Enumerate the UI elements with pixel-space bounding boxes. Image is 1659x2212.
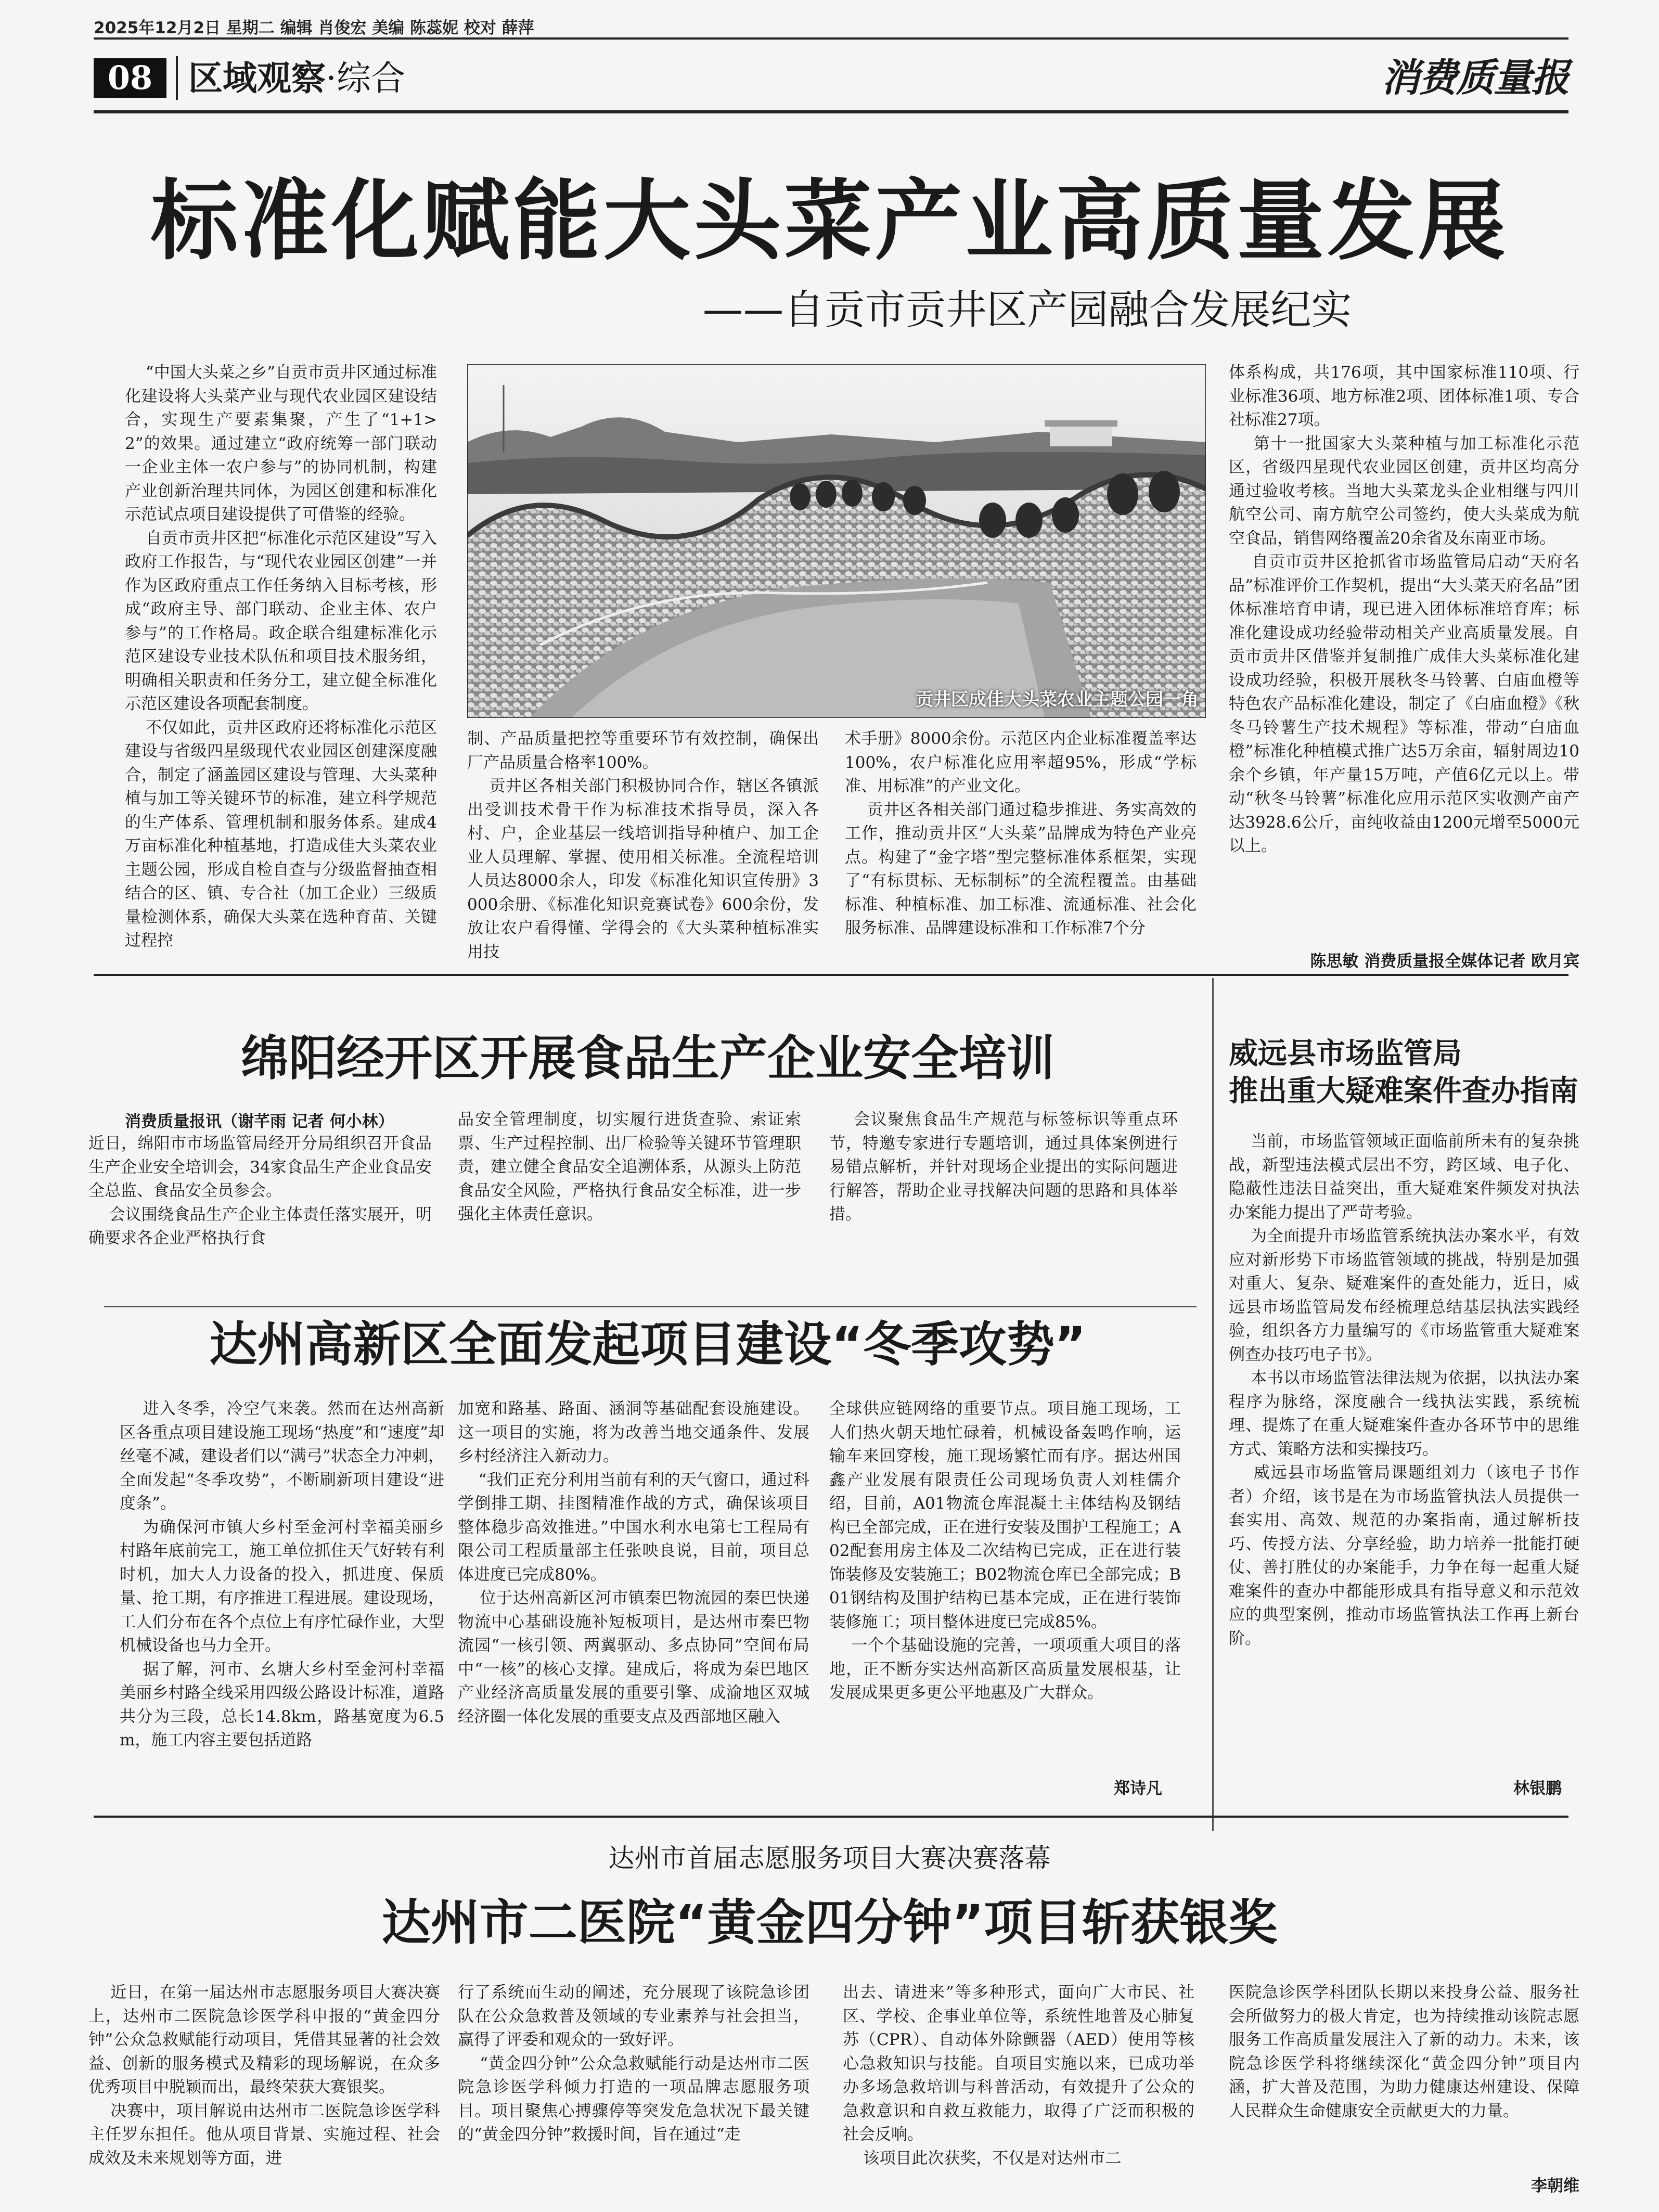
article5-col4: 医院急诊医学科团队长期以来投身公益、服务社会所做努力的极大肯定，也为持续推动该院志愿服务工作高质量发展注入了新的动力。未来，该院急诊医学科将继续深化“黄金四分钟”项目内涵，扩大普及范围，为助力健康达州建设、保障人民群众生命健康安全贡献更大的力量。 xyxy=(1229,1983,1579,2120)
photo-caption: 贡井区成佳大头菜农业主题公园一角 xyxy=(916,689,1199,710)
article2-col2: 品安全管理制度，切实履行进货查验、索证索票、生产过程控制、出厂检验等关键环节管理职责，建立健全食品安全追溯体系，从源头上防范食品安全风险，严格执行食品安全标准，进一步强化主体责任意识。 xyxy=(458,1110,801,1224)
article3-col3: 全球供应链网络的重要节点。项目施工现场，工人们热火朝天地忙碌着，机械设备轰鸣作响，运输车来回穿梭，施工现场繁忙而有序。据达州国鑫产业发展有限责任公司现场负责人刘桂儒介绍，目前，A01物流仓库混凝土主体结构及钢结构已全部完成，正在进行安装及围护工程施工；A02配套用房主体及二次结构已完成，正在进行装饰装修及安装施工；B02物流仓库已全部完成；B01钢结构及围护结构已基本完成，正在进行装饰装修施工；项目整体进度已完成85%。 一个个基础设施的完善，一项项重大项目的落地，正不断夯实达州高新区高质量发展根基，让发展成果更多更公平地惠及广大群众。 xyxy=(829,1399,1181,1702)
article1-subtitle: ——自贡市贡井区产园融合发展纪实 xyxy=(702,287,1352,333)
article2-title: 绵阳经开区开展食品生产企业安全培训 xyxy=(240,1031,1054,1086)
article5-credit: 李朝维 xyxy=(1531,2177,1579,2195)
article5-col1: 近日，在第一届达州市志愿服务项目大赛决赛上，达州市二医院急诊医学科申报的“黄金四分钟”公众急救赋能行动项目，凭借其显著的社会效益、创新的服务模式及精彩的现场解说，在众多优秀项目中脱颖而出，最终荣获大赛银奖。 决赛中，项目解说由达州市二医院急诊医学科主任罗东担任。他从项目背景、实施过程、社会成效及未来规划等方面，进 xyxy=(88,1983,441,2168)
article5-title: 达州市二医院“黄金四分钟”项目斩获银奖 xyxy=(381,1895,1278,1951)
article3-col2: 加宽和路基、路面、涵洞等基础配套设施建设。这一项目的实施，将为改善当地交通条件、发展乡村经济注入新动力。 “我们正充分利用当前有利的天气窗口，通过科学倒排工期、挂图精准作战的方式，确保该项目整体稳步高效推进。”中国水利水电第七工程局有限公司工程质量部主任张映良说，目前，项目总体进度已完成80%。 位于达州高新区河市镇秦巴物流园的秦巴快递物流中心基础设施补短板项目，是达州市秦巴物流园“一核引领、两翼驱动、多点协同”空间布局中“一核”的核心支撑。建成后，将成为秦巴地区产业经济高质量发展的重要引擎、成渝地区双城经济圈一体化发展的重要支点及西部地区融入 xyxy=(458,1399,810,1726)
page-number: 08 xyxy=(94,58,166,98)
article3-credit: 郑诗凡 xyxy=(1114,1779,1162,1798)
article4-rule xyxy=(94,1816,1568,1818)
article2-col1: 近日，绵阳市市场监管局经开分局组织召开食品生产企业安全培训会，34家食品生产企业食品安全总监、食品安全员参会。 会议围绕食品生产企业主体责任落实展开，明确要求各企业严格执行食 xyxy=(88,1134,432,1248)
section-label xyxy=(188,55,405,101)
article2-rule xyxy=(104,1306,1197,1307)
section-name: 区域观察 xyxy=(188,58,326,98)
article5-col2: 行了系统而生动的阐述，充分展现了该院急诊团队在公众急救普及领域的专业素养与社会担当，赢得了评委和观众的一致好评。 “黄金四分钟”公众急救赋能行动是达州市二医院急诊医学科倾力打造的一项品牌志愿服务项目。项目聚焦心搏骤停等突发危急状况下最关键的“黄金四分钟”救援时间，旨在通过“走 xyxy=(458,1983,809,2144)
masthead-logo: 消费质量报 xyxy=(1381,56,1568,100)
vegetable-park-image xyxy=(467,364,1206,718)
article1-col3: 术手册》8000余份。示范区内企业标准覆盖率达100%，农户标准化应用率超95%，形成“学标准、用标准”的产业文化。 贡井区各相关部门通过稳步推进、务实高效的工作，推动贡井区“大头菜”品牌成为特色产业亮点。构建了“金字塔”型完整标准体系框架，实现了“有标贯标、无标制标”的全流程覆盖。由基础标准、种植标准、加工标准、流通标准、社会化服务标准、品牌建设标准和工作标准7个分 xyxy=(845,729,1197,937)
article1-photo xyxy=(467,364,1206,718)
article5-kicker: 达州市首届志愿服务项目大赛决赛落幕 xyxy=(608,1843,1051,1873)
article1-credit: 陈思敏 消费质量报全媒体记者 欧月宾 xyxy=(1310,952,1579,971)
article4-body: 当前，市场监管领域正面临前所未有的复杂挑战，新型违法模式层出不穷，跨区域、电子化、隐蔽性违法日益突出，重大疑难案件频发对执法办案能力提出了严苛考验。 为全面提升市场监管系统执法办案水平，有效应对新形势下市场监管领域的挑战，特别是加强对重大、复杂、疑难案件的查处能力，近日，威远县市场监管局发布经梳理总结基层执法实践经验，组织各方力量编写的《市场监管重大疑难案例查办技巧电子书》。 本书以市场监管法律法规为依据，以执法办案程序为脉络，深度融合一线执法实践，系统梳理、提炼了在重大疑难案件查办各环节中的思维方式、策略方法和实操技巧。 威远县市场监管局课题组刘力（该电子书作者）介绍，该书是在为市场监管执法人员提供一套实用、高效、规范的办案指南，通过解析技巧、传授方法、分享经验，助力培养一批能打硬仗、善打胜仗的办案能手，力争在每一起重大疑难案件的查办中都能形成具有指导意义和示范效应的典型案例，推动市场监管执法工作再上新台阶。 xyxy=(1229,1132,1579,1648)
article1-col2: 制、产品质量把控等重要环节有效控制，确保出厂产品质量合格率100%。 贡井区各相关部门积极协同合作，辖区各镇派出受训技术骨干作为标准技术指导员，深入各村、户，企业基层一线培训指导种植户、加工企业人员理解、掌握、使用相关标准。全流程培训人员达8000余人，印发《标准化知识宣传册》3000余册、《标准化知识竞赛试卷》600余份，发放让农户看得懂、学得会的《大头菜种植标准实用技 xyxy=(467,729,819,961)
right-column-divider xyxy=(1212,978,1214,1831)
article3-col1: 进入冬季，冷空气来袭。然而在达州高新区各重点项目建设施工现场“热度”和“速度”却丝毫不减，建设者们以“满弓”状态全力冲刺，全面发起“冬季攻势”，不断刷新项目建设“进度条”。 为确保河市镇大乡村至金河村幸福美丽乡村路年底前完工，施工单位抓住天气好转有利时机，加大人力设备的投入，抓进度、保质量、抢工期，有序推进工程进展。建设现场，工人们分布在各个点位上有序忙碌作业，大型机械设备也马力全开。 据了解，河市、幺塘大乡村至金河村幸福美丽乡村路全线采用四级公路设计标准，道路共分为三段，总长14.8km，路基宽度为6.5m，施工内容主要包括道路 xyxy=(120,1399,445,1750)
header-divider xyxy=(176,56,178,100)
article1-col4: 体系构成，共176项，其中国家标准110项、行业标准36项、地方标准2项、团体标准1项、专合社标准27项。 第十一批国家大头菜种植与加工标准化示范区，省级四星现代农业园区创建，贡井区均高分通过验收考核。当地大头菜龙头企业相继与四川航空公司、南方航空公司签约，使大头菜成为航空食品，销售网络覆盖20余省及东南亚市场。 自贡市贡井区抢抓省市场监管局启动“天府名品”标准评价工作契机，提出“大头菜天府名品”团体标准培育申请，现已进入团体标准培育库；标准化建设成功经验带动相关产业高质量发展。自贡市贡井区借鉴并复制推广成佳大头菜标准化建设成功经验，积极开展秋冬马铃薯、白庙血橙等特色农产品标准化建设，制定了《白庙血橙》《秋冬马铃薯生产技术规程》等标准，带动“白庙血橙”标准化种植模式推广达5万余亩，辐射周边10余个乡镇，年产量15万吨，产值6亿元以上。带动“秋冬马铃薯”标准化应用示范区实收测产亩产达3928.6公斤，亩纯收益由1200元增至5000元以上。 xyxy=(1229,363,1579,855)
article4-credit: 林银鹏 xyxy=(1513,1779,1562,1798)
article1-title: 标准化赋能大头菜产业高质量发展 xyxy=(150,170,1509,272)
article1-col1: “中国大头菜之乡”自贡市贡井区通过标准化建设将大头菜产业与现代农业园区建设结合，实现生产要素集聚，产生了“1+1>2”的效果。通过建立“政府统筹一部门联动一企业主体一农户参与”的协同机制，构建产业创新治理共同体，为园区创建和标准化示范试点项目建设提供了可借鉴的经验。 自贡市贡井区把“标准化示范区建设”写入政府工作报告，与“现代农业园区创建”一并作为区政府重点工作任务纳入目标考核，形成“政府主导、部门联动、企业主体、农户参与”的工作格局。政企联合组建标准化示范区建设专业技术队伍和项目技术服务组，明确相关职责和任务分工，建立健全标准化示范区建设各项配套制度。 不仅如此，贡井区政府还将标准化示范区建设与省级四星级现代农业园区创建深度融合，制定了涵盖园区建设与管理、大头菜种植与加工等关键环节的标准，建立科学规范的生产体系、管理机制和服务体系。建成4万亩标准化种植基地，打造成佳大头菜农业主题公园，形成自检自查与分级监督抽查相结合的区、镇、专合社（加工企业）三级质量检测体系，确保大头菜在选种育苗、关键过程控 xyxy=(125,363,438,950)
article3-title: 达州高新区全面发起项目建设“冬季攻势” xyxy=(209,1317,1086,1372)
article2-col3: 会议聚焦食品生产规范与标签标识等重点环节，特邀专家进行专题培训，通过具体案例进行易错点解析，并针对现场企业提出的实际问题进行解答，帮助企业寻找解决问题的思路和具体举措。 xyxy=(829,1110,1178,1224)
subsection-name: ·综合 xyxy=(326,58,405,98)
article2-byline: 消费质量报讯（谢芊雨 记者 何小林） xyxy=(125,1112,394,1131)
header-rule-bottom xyxy=(94,110,1568,113)
dateline: 2025年12月2日 星期二 编辑 肖俊宏 美编 陈蕊妮 校对 薛萍 xyxy=(94,19,534,37)
article4-title-line2: 推出重大疑难案件查办指南 xyxy=(1229,1074,1578,1108)
article1-rule xyxy=(94,974,1568,976)
header-rule-top xyxy=(94,37,1568,40)
article5-col3: 出去、请进来”等多种形式，面向广大市民、社区、学校、企事业单位等，系统性地普及心肺复苏（CPR）、自动体外除颤器（AED）使用等核心急救知识与技能。自项目实施以来，已成功举办多场急救培训与科普活动，有效提升了公众的急救意识和自救互救能力，取得了广泛而积极的社会反响。 该项目此次获奖，不仅是对达州市二 xyxy=(843,1983,1194,2168)
article4-title-line1: 威远县市场监管局 xyxy=(1229,1037,1462,1071)
article4-title xyxy=(1229,1035,1578,1110)
